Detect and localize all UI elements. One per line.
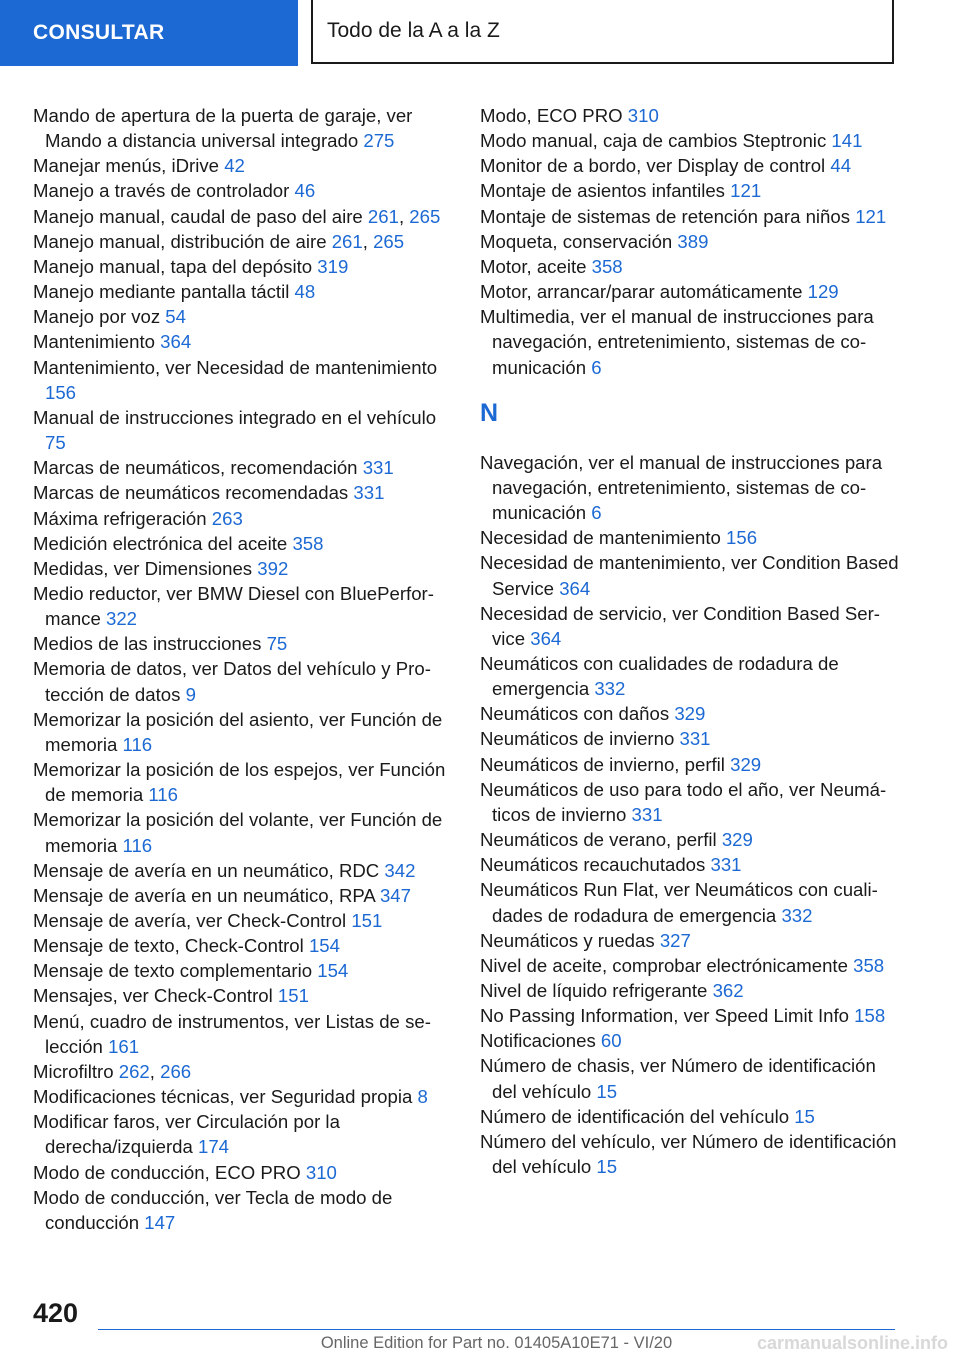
index-term: Número de identificación del vehículo bbox=[480, 1105, 790, 1127]
index-entry bbox=[480, 601, 900, 651]
index-entry bbox=[480, 153, 900, 178]
index-entry bbox=[480, 1053, 900, 1103]
page-reference-link[interactable]: 44 bbox=[830, 155, 852, 177]
page-reference-link[interactable]: 332 bbox=[781, 904, 813, 926]
index-entry bbox=[33, 229, 453, 254]
page-reference-link[interactable]: 265 bbox=[409, 205, 441, 227]
page-reference-link[interactable]: 358 bbox=[292, 532, 324, 554]
page-reference-link[interactable]: 329 bbox=[730, 753, 762, 775]
page-header bbox=[0, 0, 960, 66]
index-group-m-continued bbox=[480, 103, 900, 380]
page-reference-link[interactable]: 319 bbox=[317, 255, 349, 277]
chapter-title: Todo de la A a la Z bbox=[311, 0, 894, 64]
index-entry bbox=[480, 1003, 900, 1028]
index-term: Modo de conducción, ver Tecla de modo de conducción bbox=[33, 1186, 393, 1233]
index-entry bbox=[480, 827, 900, 852]
index-entry bbox=[480, 204, 900, 229]
page-reference-link[interactable]: 358 bbox=[591, 255, 623, 277]
index-entry bbox=[33, 707, 453, 757]
index-entry bbox=[480, 953, 900, 978]
page-reference-link[interactable]: 151 bbox=[351, 910, 383, 931]
index-term: Manejo mediante pantalla táctil bbox=[33, 281, 290, 303]
index-entry bbox=[33, 329, 453, 354]
page-reference-link[interactable]: 48 bbox=[294, 281, 316, 303]
index-term: Motor, arrancar/parar automáticamente bbox=[480, 281, 803, 303]
index-term: Montaje de asientos infantiles bbox=[480, 180, 725, 202]
watermark: carmanualsonline.info bbox=[756, 1333, 948, 1353]
page-reference-link[interactable]: 6 bbox=[591, 502, 602, 524]
page-reference-link[interactable]: 364 bbox=[160, 331, 192, 353]
index-term: Mensaje de avería, ver Check-Control bbox=[33, 910, 347, 931]
page-reference-link[interactable]: 331 bbox=[362, 457, 394, 479]
page-reference-link[interactable]: 156 bbox=[726, 527, 758, 549]
footer-edition-text: Online Edition for Part no. 01405A10E71 - VI/20 bbox=[320, 1334, 673, 1352]
page-reference-link[interactable]: 347 bbox=[379, 884, 411, 906]
page-reference-link[interactable]: 154 bbox=[308, 935, 340, 957]
index-entry bbox=[480, 978, 900, 1003]
index-term: Menú, cuadro de instrumentos, ver Listas de selección bbox=[33, 1010, 431, 1057]
page-reference-link[interactable]: 129 bbox=[807, 281, 839, 303]
page-reference-link[interactable]: 60 bbox=[600, 1030, 622, 1052]
page-reference-link[interactable]: 389 bbox=[677, 230, 709, 252]
index-entry bbox=[33, 631, 453, 656]
index-entry bbox=[33, 355, 453, 405]
index-entry bbox=[480, 450, 900, 525]
index-entry bbox=[33, 204, 453, 229]
page-reference-link[interactable]: 275 bbox=[363, 130, 395, 152]
page-reference-link[interactable]: 331 bbox=[353, 482, 385, 504]
index-term: Manejo manual, distribución de aire bbox=[33, 230, 327, 252]
index-entry bbox=[33, 1160, 453, 1185]
page-reference-link[interactable]: 310 bbox=[305, 1161, 337, 1183]
index-entry bbox=[33, 153, 453, 178]
index-entry bbox=[480, 752, 900, 777]
index-entry bbox=[480, 1104, 900, 1129]
index-term: Notificaciones bbox=[480, 1030, 596, 1052]
page-reference-link[interactable]: 75 bbox=[266, 633, 288, 655]
index-term: Neumáticos Run Flat, ver Neumáticos con cualidades de rodadura de emergencia bbox=[480, 879, 878, 926]
index-term: Mensaje de texto, Check-Control bbox=[33, 935, 304, 957]
index-entry bbox=[33, 958, 453, 983]
page-reference-link[interactable]: 161 bbox=[108, 1035, 140, 1057]
page-reference-link[interactable]: 15 bbox=[596, 1080, 618, 1102]
index-term: Nivel de líquido refrigerante bbox=[480, 980, 708, 1001]
page-reference-link[interactable]: 358 bbox=[853, 954, 885, 976]
index-term: Modificaciones técnicas, ver Seguridad propia bbox=[33, 1086, 413, 1108]
index-term: Motor, aceite bbox=[480, 255, 587, 277]
page-reference-link[interactable]: 331 bbox=[679, 728, 711, 750]
index-entry bbox=[33, 757, 453, 807]
index-term: Marcas de neumáticos recomendadas bbox=[33, 482, 349, 504]
page-reference-link[interactable]: 364 bbox=[530, 627, 562, 649]
index-term: Mensaje de texto complementario bbox=[33, 960, 313, 982]
index-entry bbox=[480, 928, 900, 953]
index-term: Manejar menús, iDrive bbox=[33, 155, 220, 177]
page-reference-link[interactable]: 6 bbox=[591, 356, 602, 378]
page-reference-link[interactable]: 147 bbox=[144, 1211, 176, 1233]
page-reference-link[interactable]: 42 bbox=[224, 155, 245, 177]
index-entry bbox=[33, 858, 453, 883]
index-term: Medio reductor, ver BMW Diesel con BluePerformance bbox=[33, 582, 434, 630]
page-reference-link[interactable]: 261 bbox=[367, 205, 399, 227]
index-term: Mensajes, ver Check-Control bbox=[33, 985, 273, 1007]
index-entry bbox=[33, 480, 453, 505]
index-entry bbox=[33, 103, 453, 153]
page-reference-link[interactable]: 8 bbox=[417, 1086, 428, 1108]
page-reference-link[interactable]: 121 bbox=[730, 180, 762, 202]
index-term: Neumáticos de verano, perfil bbox=[480, 829, 717, 851]
index-term: Número del vehículo, ver Número de identificación del vehículo bbox=[480, 1130, 897, 1178]
index-term: Manejo por voz bbox=[33, 306, 161, 328]
index-term: Medición electrónica del aceite bbox=[33, 532, 288, 554]
index-column-left bbox=[33, 103, 453, 1235]
index-term: Manejo manual, caudal de paso del aire bbox=[33, 205, 363, 227]
index-term: No Passing Information, ver Speed Limit Info bbox=[480, 1005, 849, 1027]
page-reference-link[interactable]: 265 bbox=[373, 230, 405, 252]
page-reference-link[interactable]: 266 bbox=[160, 1060, 192, 1082]
index-entry bbox=[33, 506, 453, 531]
page-reference-link[interactable]: 141 bbox=[831, 130, 863, 152]
page-reference-link[interactable]: 261 bbox=[331, 230, 363, 252]
page-reference-link[interactable]: 310 bbox=[627, 105, 659, 126]
index-term: Montaje de sistemas de retención para niños bbox=[480, 205, 851, 227]
index-term: Manual de instrucciones integrado en el vehículo bbox=[33, 406, 437, 428]
index-entry bbox=[33, 531, 453, 556]
index-entry bbox=[33, 304, 453, 329]
index-term: Mantenimiento bbox=[33, 331, 155, 353]
index-entry bbox=[33, 908, 453, 933]
page-reference-link[interactable]: 121 bbox=[855, 205, 887, 227]
index-entry bbox=[480, 525, 900, 550]
page-reference-link[interactable]: 322 bbox=[105, 608, 138, 630]
index-entry bbox=[33, 1059, 453, 1084]
index-entry bbox=[33, 1009, 453, 1059]
index-term: Neumáticos y ruedas bbox=[480, 929, 655, 951]
index-term: Mensaje de avería en un neumático, RDC bbox=[33, 859, 380, 881]
index-term: Mantenimiento, ver Necesidad de mantenimiento bbox=[33, 356, 438, 378]
index-term: Mensaje de avería en un neumático, RPA bbox=[33, 884, 375, 906]
footer-divider bbox=[98, 1329, 895, 1330]
index-term: Medidas, ver Dimensiones bbox=[33, 557, 253, 579]
index-column-right bbox=[480, 103, 900, 1179]
index-entry bbox=[33, 455, 453, 480]
index-entry bbox=[33, 279, 453, 304]
page-reference-link[interactable]: 332 bbox=[594, 678, 626, 700]
index-entry bbox=[480, 852, 900, 877]
index-term: Multimedia, ver el manual de instrucciones para navegación, entretenimiento, sistemas de comunicación bbox=[480, 306, 874, 378]
index-term: Monitor de a bordo, ver Display de control bbox=[480, 155, 826, 177]
index-term: Memoria de datos, ver Datos del vehículo y Protección de datos bbox=[33, 658, 431, 705]
index-entry bbox=[480, 1028, 900, 1053]
page-reference-link[interactable]: 156 bbox=[45, 381, 77, 403]
page-reference-link[interactable]: 392 bbox=[257, 557, 289, 579]
index-entry bbox=[480, 726, 900, 751]
index-entry bbox=[33, 405, 453, 455]
section-tab-consultar: CONSULTAR bbox=[0, 0, 298, 66]
page-reference-link[interactable]: 263 bbox=[211, 507, 243, 529]
page-reference-link[interactable]: 342 bbox=[384, 859, 416, 881]
index-term: Neumáticos recauchutados bbox=[480, 854, 706, 876]
index-term: Mando de apertura de la puerta de garaje, ver Mando a distancia universal integrado bbox=[33, 105, 413, 152]
index-entry bbox=[480, 229, 900, 254]
index-term: Modo manual, caja de cambios Steptronic bbox=[480, 130, 827, 152]
index-term: Medios de las instrucciones bbox=[33, 633, 262, 655]
index-term: Microfiltro bbox=[33, 1060, 114, 1082]
page-reference-link[interactable]: 362 bbox=[712, 980, 744, 1001]
page-reference-link[interactable]: 46 bbox=[294, 180, 316, 202]
index-entry bbox=[33, 933, 453, 958]
index-entry bbox=[480, 279, 900, 304]
index-term: Moqueta, conservación bbox=[480, 230, 673, 252]
index-term: Memorizar la posición del asiento, ver Función de memoria bbox=[33, 708, 443, 755]
page-reference-link[interactable]: 327 bbox=[659, 929, 691, 951]
page-reference-link[interactable]: 75 bbox=[45, 432, 66, 454]
index-term: Memorizar la posición de los espejos, ver Función de memoria bbox=[33, 759, 446, 806]
page-reference-link[interactable]: 331 bbox=[631, 803, 663, 825]
page-reference-link[interactable]: 329 bbox=[721, 829, 753, 851]
ref-separator: , bbox=[149, 1060, 155, 1082]
page-reference-link[interactable]: 154 bbox=[317, 960, 349, 982]
index-entry bbox=[480, 178, 900, 203]
index-term: Manejo a través de controlador bbox=[33, 180, 290, 202]
page-reference-link[interactable]: 262 bbox=[118, 1060, 150, 1082]
index-entry bbox=[480, 550, 900, 600]
index-entry bbox=[33, 883, 453, 908]
index-term: Necesidad de mantenimiento, ver Condition Based Service bbox=[480, 552, 899, 599]
page-reference-link[interactable]: 331 bbox=[710, 854, 742, 876]
index-entry bbox=[33, 1084, 453, 1109]
page-reference-link[interactable]: 116 bbox=[122, 733, 153, 755]
page-reference-link[interactable]: 158 bbox=[854, 1005, 886, 1027]
index-term: Navegación, ver el manual de instrucciones para navegación, entretenimiento, sistemas de comunicación bbox=[480, 451, 883, 524]
index-entry bbox=[33, 1109, 453, 1159]
page-reference-link[interactable]: 116 bbox=[148, 784, 178, 806]
index-entry bbox=[33, 556, 453, 581]
index-group-n bbox=[480, 450, 900, 1180]
index-term: Neumáticos de uso para todo el año, ver Neumáticos de invierno bbox=[480, 778, 887, 825]
index-term: Neumáticos con daños bbox=[480, 703, 670, 725]
index-term: Nivel de aceite, comprobar electrónicamente bbox=[480, 954, 848, 976]
index-term: Neumáticos de invierno bbox=[480, 728, 675, 750]
page-reference-link[interactable]: 54 bbox=[165, 306, 186, 328]
index-entry bbox=[33, 656, 453, 706]
index-term: Necesidad de mantenimiento bbox=[480, 527, 721, 549]
page-reference-link[interactable]: 15 bbox=[596, 1156, 618, 1178]
page-reference-link[interactable]: 116 bbox=[122, 834, 153, 856]
section-letter-heading: N bbox=[480, 398, 499, 427]
index-entry bbox=[480, 777, 900, 827]
index-term: Modo de conducción, ECO PRO bbox=[33, 1161, 301, 1183]
index-term: Marcas de neumáticos, recomendación bbox=[33, 457, 358, 479]
index-entry bbox=[480, 701, 900, 726]
index-entry bbox=[480, 304, 900, 379]
index-entry bbox=[33, 254, 453, 279]
index-term: Neumáticos de invierno, perfil bbox=[480, 753, 725, 775]
page-reference-link[interactable]: 151 bbox=[277, 985, 309, 1007]
page-reference-link[interactable]: 9 bbox=[185, 683, 196, 705]
index-entry bbox=[33, 807, 453, 857]
index-term: Número de chasis, ver Número de identificación del vehículo bbox=[480, 1055, 876, 1102]
index-entry bbox=[33, 1185, 453, 1235]
index-entry bbox=[480, 128, 900, 153]
index-term: Manejo manual, tapa del depósito bbox=[33, 255, 313, 277]
index-entry bbox=[480, 877, 900, 927]
index-entry bbox=[480, 254, 900, 279]
page-reference-link[interactable]: 15 bbox=[794, 1105, 815, 1127]
page-reference-link[interactable]: 329 bbox=[674, 703, 706, 725]
page-number: 420 bbox=[33, 1298, 79, 1328]
index-term: Memorizar la posición del volante, ver Función de memoria bbox=[33, 809, 443, 856]
index-entry bbox=[480, 651, 900, 701]
ref-separator: , bbox=[398, 205, 405, 227]
index-term: Neumáticos con cualidades de rodadura de emergencia bbox=[480, 652, 839, 700]
index-term: Máxima refrigeración bbox=[33, 507, 207, 529]
index-term: Modo, ECO PRO bbox=[480, 105, 623, 126]
index-entry bbox=[33, 178, 453, 203]
index-entry bbox=[480, 103, 900, 128]
index-entry bbox=[480, 1129, 900, 1179]
page-reference-link[interactable]: 174 bbox=[198, 1136, 230, 1158]
page-reference-link[interactable]: 364 bbox=[559, 577, 591, 599]
index-term: Modificar faros, ver Circulación por la derecha/izquierda bbox=[33, 1111, 340, 1158]
index-entry bbox=[33, 581, 453, 631]
ref-separator: , bbox=[362, 230, 368, 252]
index-term: Necesidad de servicio, ver Condition Based Service bbox=[480, 602, 880, 649]
index-entry bbox=[33, 983, 453, 1008]
